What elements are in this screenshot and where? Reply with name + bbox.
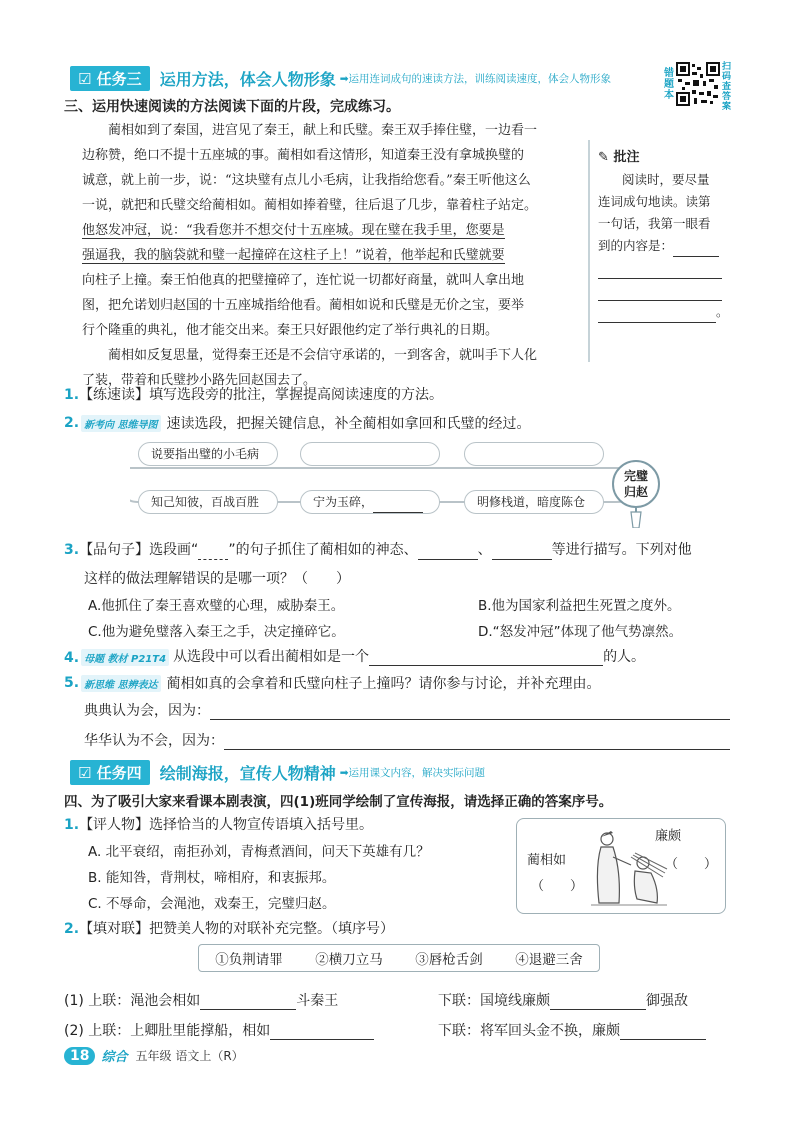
qr-left-label: 错题本	[664, 68, 674, 101]
passage-line-underlined: 他怒发冲冠，说：“我看您并不想交付十五座城。现在璧在我手里，您要是	[82, 223, 505, 238]
p1-option-a: A. 北平衰绍，南拒孙刘，青梅煮酒间，问天下英雄有几？	[88, 844, 430, 860]
passage-line: 向柱子上撞。秦王怕他真的把璧撞碎了，连忙说一切都好商量，就叫人拿出地	[82, 273, 525, 288]
q5-answer-1: 典典认为会，因为：	[84, 700, 730, 720]
poster-left-blank[interactable]: （ ）	[531, 879, 584, 894]
q5-blank-2[interactable]	[224, 749, 730, 750]
q3-option-d[interactable]: D.“怒发冲冠”体现了他气势凛然。	[478, 624, 683, 640]
mindmap-box-3[interactable]	[464, 442, 604, 466]
mindmap-blank[interactable]	[373, 512, 423, 513]
mindmap-box-5: 宁为玉碎，	[300, 490, 440, 514]
complete-jade-badge: 完璧 归赵	[612, 460, 660, 508]
mindmap-box-1: 说要指出璧的小毛病	[138, 442, 278, 466]
q3-option-c[interactable]: C.他为避免璧落入秦王之手，决定撞碎它。	[88, 624, 345, 640]
question-1: 1.【练速读】填写选段旁的批注，掌握提高阅读速度的方法。	[64, 387, 444, 403]
couplet-1-lower-blank[interactable]	[550, 1009, 646, 1010]
passage-line: 了装，带着和氏璧抄小路先回赵国去了。	[82, 373, 317, 388]
part4-question-1: 1.【评人物】选择恰当的人物宣传语填入括号里。	[64, 817, 374, 833]
passage-line: 一说，就把和氏璧交给蔺相如。蔺相如捧着璧，往后退了几步，靠着柱子站定。	[82, 198, 538, 213]
qr-code-icon[interactable]	[676, 62, 720, 106]
page-footer	[64, 1046, 244, 1065]
couplet-2-upper-blank[interactable]	[270, 1039, 374, 1040]
annotation-text: 阅读时，要尽量 连词成句地读。读第 一句话，我第一眼看 到的内容是： 。	[590, 165, 730, 323]
qr-block[interactable]	[664, 60, 732, 122]
task4-badge: ☑ 任务四	[70, 760, 150, 785]
task4-header	[70, 760, 485, 784]
q3-blank-2[interactable]	[492, 559, 552, 560]
choice-4: ④退避三舍	[515, 952, 583, 968]
couplet-1-upper-blank[interactable]	[200, 1009, 296, 1010]
mindmap-box-4: 知己知彼，百战百胜	[138, 490, 278, 514]
task3-header	[70, 66, 660, 90]
tassel-icon	[628, 506, 644, 528]
passage	[82, 118, 587, 393]
page-number: 18	[64, 1047, 95, 1065]
q3-blank-1[interactable]	[418, 559, 478, 560]
couplet-1-lower: 下联： 国境线廉颇 御强敌	[438, 993, 688, 1009]
part4-question-2: 2.【填对联】把赞美人物的对联补充完整。（填序号）	[64, 921, 395, 937]
choice-1: ①负荆请罪	[215, 952, 283, 968]
choice-3: ③唇枪舌剑	[415, 952, 483, 968]
task3-note: ➡运用连词成句的速读方法，训练阅读速度，体会人物形象	[339, 72, 611, 85]
pencil-icon: ✎	[598, 150, 609, 165]
couplet-2-lower-blank[interactable]	[620, 1039, 706, 1040]
p1-option-c: C. 不辱命，会渑池，戏秦王，完璧归赵。	[88, 896, 336, 912]
passage-line: 诚意，就上前一步，说：“这块璧有点儿小毛病，让我指给您看。”秦王听他这么	[82, 173, 531, 188]
passage-line: 图，把允诺划归赵国的十五座城指给他看。蔺相如说和氏璧是无价之宝，要举	[82, 298, 525, 313]
grade-label: 五年级 语文上（R）	[135, 1049, 244, 1063]
task4-title: 绘制海报，宣传人物精神	[159, 763, 336, 783]
passage-line: 行个隆重的典礼，他才能交出来。秦王只好跟他约定了举行典礼的日期。	[82, 323, 499, 338]
question-2: 2. 新考向 思维导图 速读选段，把握关键信息，补全蔺相如拿回和氏璧的经过。	[64, 415, 531, 432]
figures-illustration	[587, 827, 671, 911]
poster-right-blank[interactable]: （ ）	[665, 857, 718, 872]
passage-line: 蔺相如反复思量，觉得秦王还是不会信守承诺的，一到客舍，就叫手下人化	[82, 348, 538, 363]
annotation-label: 批注	[613, 150, 640, 165]
annotation-blank[interactable]	[598, 322, 716, 323]
annotation-header	[590, 140, 730, 165]
q5-blank-1[interactable]	[210, 719, 730, 720]
question-5: 5. 新思维 思辨表达 蔺相如真的会拿着和氏璧向柱子上撞吗？请你参与讨论，并补充理由。	[64, 675, 601, 692]
question-3: 3.【品句子】选段画“ ”的句子抓住了蔺相如的神态、 、 等进行描写。下列对他	[64, 542, 692, 558]
task3-badge: ☑ 任务三	[70, 66, 150, 91]
question-4: 4. 母题 教材 P21T4 从选段中可以看出蔺相如是一个 的人。	[64, 649, 646, 666]
passage-line-underlined: 强逼我，我的脑袋就和璧一起撞碎在这柱子上！”说着，他举起和氏璧就要	[82, 248, 505, 263]
annotation-box	[588, 140, 730, 362]
choice-2: ②横刀立马	[315, 952, 383, 968]
task3-title: 运用方法，体会人物形象	[159, 69, 336, 89]
couplet-2-lower: 下联： 将军回头金不换，廉颇	[438, 1020, 706, 1040]
poster-right-name: 廉颇	[655, 829, 682, 844]
mind-map	[130, 440, 690, 530]
poster-illustration	[516, 818, 726, 914]
passage-line: 边称赞，绝口不提十五座城的事。蔺相如看这情形，知道秦王没有拿城换璧的	[82, 148, 525, 163]
couplet-2-upper: (2) 上联： 上卿肚里能撑船，相如	[64, 1020, 374, 1040]
q3-option-b[interactable]: B.他为国家利益把生死置之度外。	[478, 598, 681, 614]
q4-blank[interactable]	[369, 665, 603, 666]
poster-left-name: 蔺相如	[527, 853, 567, 868]
q3-line2: 这样的做法理解错误的是哪一项？（ ）	[84, 571, 350, 587]
section4-heading: 四、为了吸引大家来看课本剧表演，四(1)班同学绘制了宣传海报，请选择正确的答案序号。	[64, 794, 613, 810]
couplet-1-upper: (1) 上联： 渑池会相如 斗秦王	[64, 993, 339, 1009]
q5-answer-2: 华华认为不会，因为：	[84, 730, 730, 750]
couplet-choices-box	[198, 944, 600, 972]
task3-badge-label: 任务三	[96, 69, 142, 88]
mindmap-box-6: 明修栈道，暗度陈仓	[464, 490, 604, 514]
mindmap-box-2[interactable]	[300, 442, 440, 466]
section3-heading: 三、运用快速阅读的方法阅读下面的片段，完成练习。	[64, 99, 400, 115]
qr-right-label: 扫码查答案	[722, 62, 732, 112]
q3-option-a[interactable]: A.他抓住了秦王喜欢璧的心理，威胁秦王。	[88, 598, 345, 614]
p1-option-b: B. 能知咎，背荆杖，啼相府，和衷振邦。	[88, 870, 336, 886]
passage-line: 蔺相如到了秦国，进宫见了秦王，献上和氏璧。秦王双手捧住璧，一边看一	[82, 123, 538, 138]
brand-logo: 综合	[101, 1050, 128, 1065]
task4-note: ➡运用课文内容，解决实际问题	[339, 766, 486, 779]
